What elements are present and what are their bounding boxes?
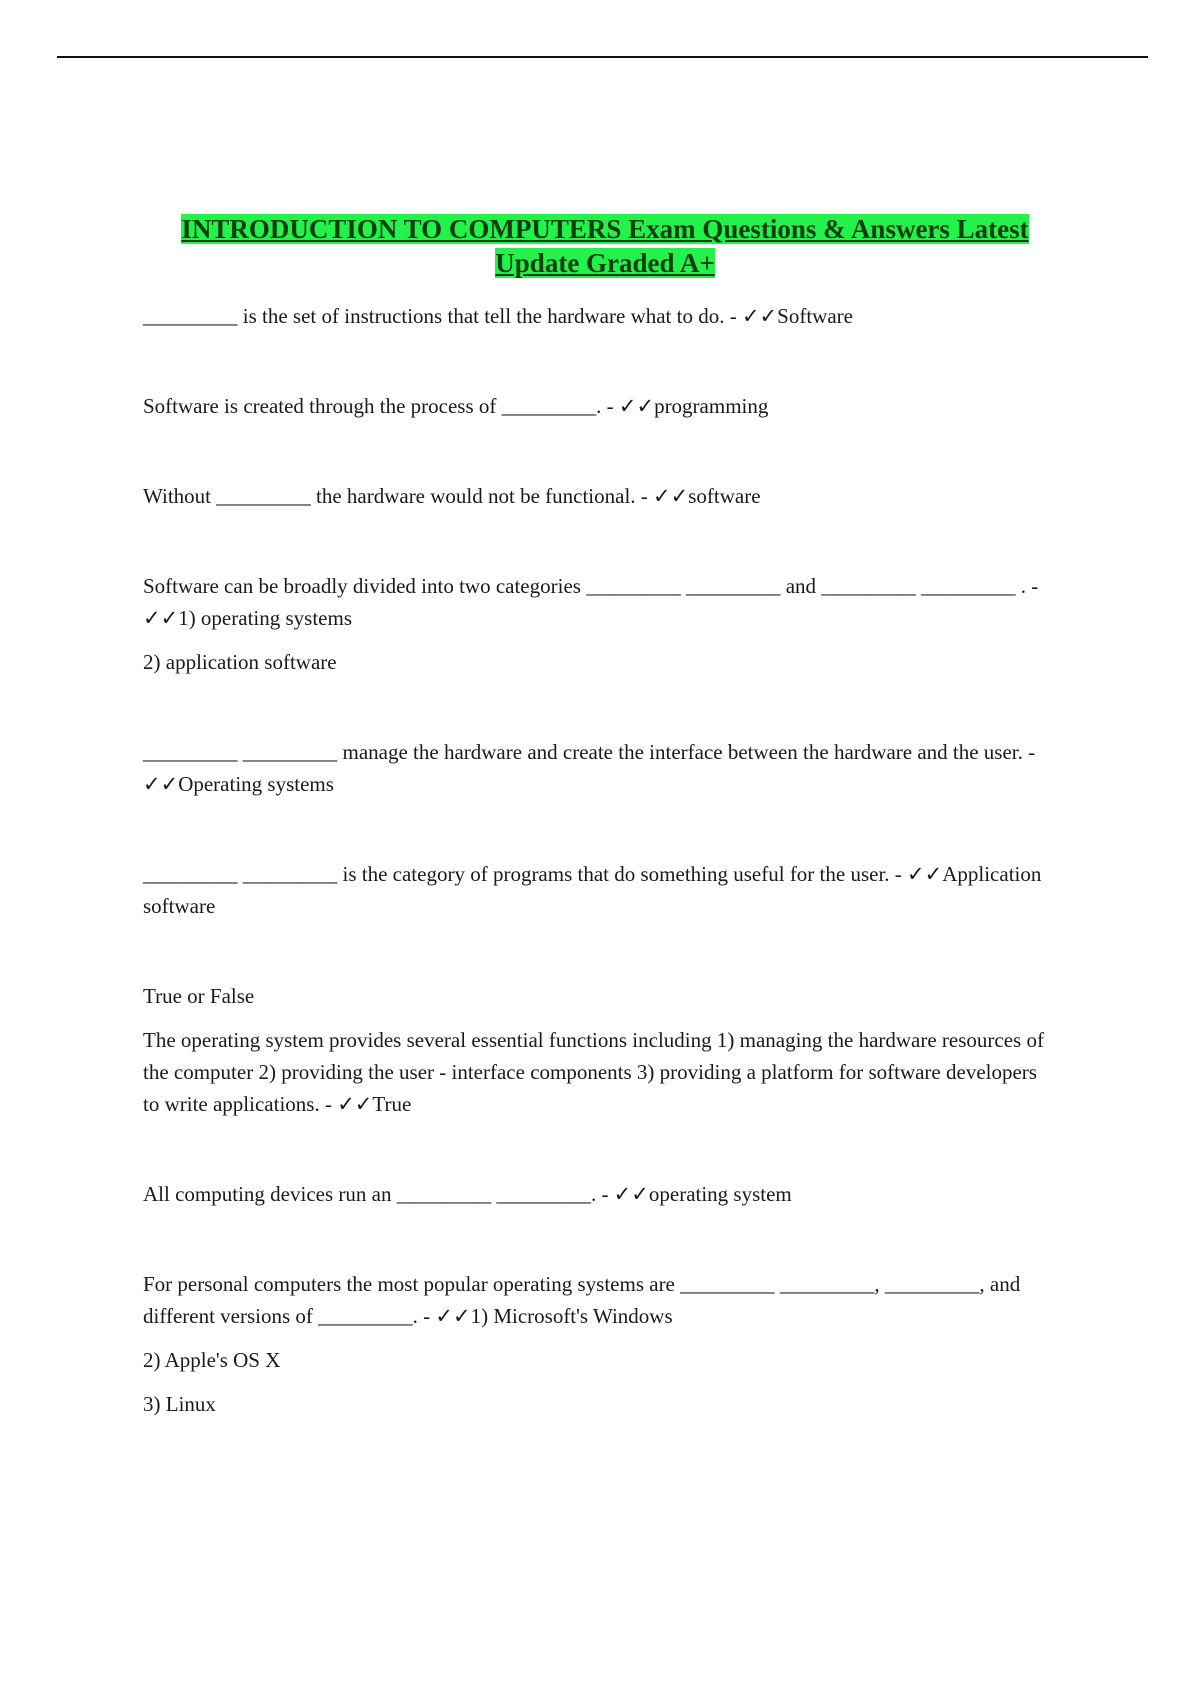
qa-item-continuation: 3) Linux [143,1392,216,1416]
qa-item: _________ _________ is the category of programs that do something useful for the user. - ✓✓Application software [143,862,1042,918]
qa-item: All computing devices run an _________ _________. - ✓✓operating system [143,1182,792,1206]
qa-item: Software can be broadly divided into two categories _________ _________ and _________ _________ . - ✓✓1) operating systems [143,574,1039,630]
document-title [140,212,1070,280]
qa-item: The operating system provides several essential functions including 1) managing the hardware resources of the computer 2) providing the user - interface components 3) providing a platform for software developers to write applications. - ✓✓True [143,1028,1044,1116]
qa-item: _________ _________ manage the hardware and create the interface between the hardware and the user. - ✓✓Operating systems [143,740,1036,796]
qa-item: Software is created through the process of _________. - ✓✓programming [143,394,769,418]
qa-item-continuation: 2) application software [143,650,337,674]
qa-item-continuation: 2) Apple's OS X [143,1348,281,1372]
qa-heading: True or False [143,984,255,1008]
header-rule [57,56,1148,58]
qa-item: _________ is the set of instructions that tell the hardware what to do. - ✓✓Software [143,304,853,328]
document-body [143,300,1053,1420]
qa-item: Without _________ the hardware would not be functional. - ✓✓software [143,484,761,508]
qa-item: For personal computers the most popular operating systems are _________ _________, _________, and different versions of _________. - ✓✓1) Microsoft's Windows [143,1272,1021,1328]
title-text: INTRODUCTION TO COMPUTERS Exam Questions & Answers Latest Update Graded A+ [181,214,1029,278]
